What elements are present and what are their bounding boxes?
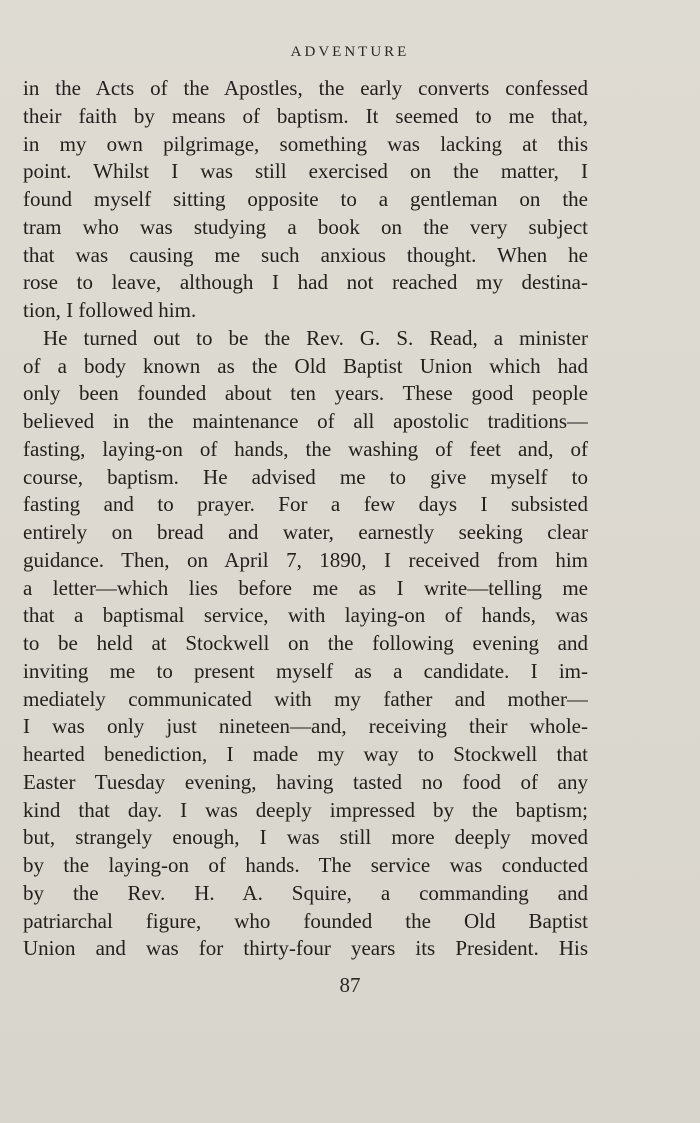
text-line: that was causing me such anxious thought. When he bbox=[23, 242, 588, 267]
text-line: in my own pilgrimage, something was lacking at this bbox=[23, 131, 588, 156]
text-line: tram who was studying a book on the very subject bbox=[23, 214, 588, 239]
text-line: inviting me to present myself as a candidate. I im- bbox=[23, 658, 588, 683]
text-line: that a baptismal service, with laying-on of hands, was bbox=[23, 603, 588, 628]
text-line: but, strangely enough, I was still more deeply moved bbox=[23, 825, 588, 850]
text-line: tion, I followed him. bbox=[23, 298, 197, 322]
text-line: point. Whilst I was still exercised on the matter, I bbox=[23, 159, 588, 184]
text-line: kind that day. I was deeply impressed by the baptism; bbox=[23, 797, 588, 822]
text-line: Union and was for thirty-four years its President. His bbox=[23, 936, 588, 961]
running-head: ADVENTURE bbox=[290, 44, 410, 60]
text-line: I was only just nineteen—and, receiving their whole- bbox=[23, 714, 588, 739]
text-line: hearted benediction, I made my way to Stockwell that bbox=[23, 742, 588, 766]
text-line: only been founded about ten years. These good people bbox=[23, 381, 588, 406]
text-line: Easter Tuesday evening, having tasted no food of any bbox=[23, 769, 588, 794]
text-line: to be held at Stockwell on the following evening and bbox=[23, 631, 588, 655]
text-line: by the laying-on of hands. The service was conducted bbox=[23, 853, 588, 877]
text-line: believed in the maintenance of all apostolic traditions— bbox=[23, 409, 588, 433]
text-line: course, baptism. He advised me to give myself to bbox=[23, 464, 588, 489]
text-line: by the Rev. H. A. Squire, a commanding and bbox=[23, 880, 588, 905]
body-text bbox=[23, 75, 588, 963]
text-line: in the Acts of the Apostles, the early converts confessed bbox=[23, 76, 588, 100]
text-line: rose to leave, although I had not reached my destina- bbox=[23, 270, 588, 295]
text-line: patriarchal figure, who founded the Old Baptist bbox=[23, 908, 588, 933]
text-line: fasting, laying-on of hands, the washing of feet and, of bbox=[23, 436, 588, 461]
text-line: their faith by means of baptism. It seemed to me that, bbox=[23, 103, 588, 128]
text-line: a letter—which lies before me as I write—telling me bbox=[23, 575, 588, 600]
text-line: fasting and to prayer. For a few days I subsisted bbox=[23, 492, 588, 517]
text-line: found myself sitting opposite to a gentleman on the bbox=[23, 187, 588, 211]
text-line: of a body known as the Old Baptist Union which had bbox=[23, 353, 588, 378]
text-line: mediately communicated with my father and mother— bbox=[23, 686, 588, 711]
text-line: guidance. Then, on April 7, 1890, I received from him bbox=[23, 547, 588, 572]
page-number: 87 bbox=[339, 973, 361, 997]
text-line: He turned out to be the Rev. G. S. Read, a minister bbox=[43, 325, 588, 350]
text-line: entirely on bread and water, earnestly seeking clear bbox=[23, 520, 588, 544]
